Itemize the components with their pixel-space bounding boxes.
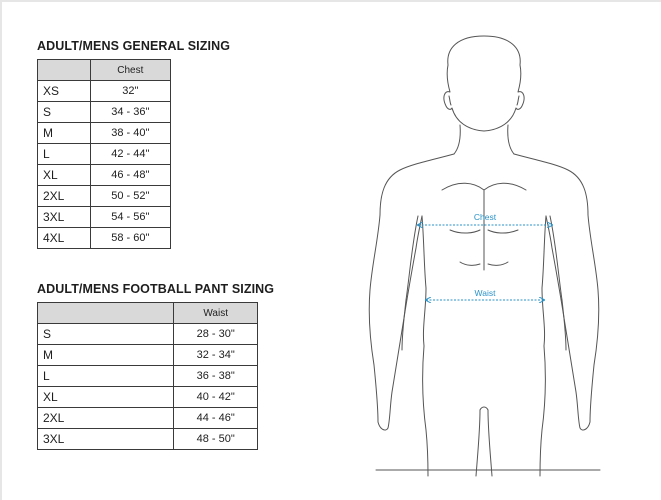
table-row (38, 324, 258, 345)
pant-sizing-title: ADULT/MENS FOOTBALL PANT SIZING (37, 282, 275, 296)
header-corner-cell (38, 303, 174, 324)
table-row (38, 207, 171, 228)
page-border-top (0, 0, 661, 2)
size-cell: L (38, 366, 174, 387)
size-cell: M (38, 123, 91, 144)
size-cell: L (38, 144, 91, 165)
table-row (38, 123, 171, 144)
chest-value-cell: 54 - 56" (90, 207, 170, 228)
table-header-row (38, 60, 171, 81)
table-row (38, 81, 171, 102)
table-row (38, 387, 258, 408)
size-cell: M (38, 345, 174, 366)
size-cell: S (38, 102, 91, 123)
body-measurement-figure (362, 30, 652, 478)
size-cell: 3XL (38, 207, 91, 228)
chest-value-cell: 58 - 60" (90, 228, 170, 249)
waist-measure-line (426, 288, 544, 300)
waist-value-cell: 32 - 34" (174, 345, 258, 366)
size-cell: S (38, 324, 174, 345)
body-outline (369, 36, 600, 476)
header-corner-cell (38, 60, 91, 81)
waist-value-cell: 44 - 46" (174, 408, 258, 429)
table-row (38, 186, 171, 207)
table-header-row (38, 303, 258, 324)
waist-label: Waist (474, 288, 496, 298)
size-cell: XL (38, 387, 174, 408)
chest-value-cell: 32" (90, 81, 170, 102)
chest-value-cell: 42 - 44" (90, 144, 170, 165)
waist-value-cell: 48 - 50" (174, 429, 258, 450)
chest-value-cell: 50 - 52" (90, 186, 170, 207)
chest-value-cell: 38 - 40" (90, 123, 170, 144)
waist-column-header: Waist (174, 303, 258, 324)
waist-value-cell: 28 - 30" (174, 324, 258, 345)
table-row (38, 345, 258, 366)
general-sizing-title: ADULT/MENS GENERAL SIZING (37, 39, 231, 53)
chest-measure-line (418, 212, 552, 225)
chest-value-cell: 46 - 48" (90, 165, 170, 186)
table-row (38, 228, 171, 249)
general-sizing-table (37, 59, 171, 249)
table-row (38, 102, 171, 123)
chest-value-cell: 34 - 36" (90, 102, 170, 123)
size-cell: XS (38, 81, 91, 102)
size-cell: 4XL (38, 228, 91, 249)
waist-value-cell: 36 - 38" (174, 366, 258, 387)
table-row (38, 165, 171, 186)
size-cell: XL (38, 165, 91, 186)
pant-sizing-table (37, 302, 258, 450)
table-row (38, 144, 171, 165)
chest-column-header: Chest (90, 60, 170, 81)
table-row (38, 366, 258, 387)
table-row (38, 408, 258, 429)
chest-label: Chest (473, 212, 497, 222)
table-row (38, 429, 258, 450)
size-cell: 2XL (38, 408, 174, 429)
size-cell: 3XL (38, 429, 174, 450)
waist-value-cell: 40 - 42" (174, 387, 258, 408)
size-cell: 2XL (38, 186, 91, 207)
page-border-left (0, 0, 2, 500)
